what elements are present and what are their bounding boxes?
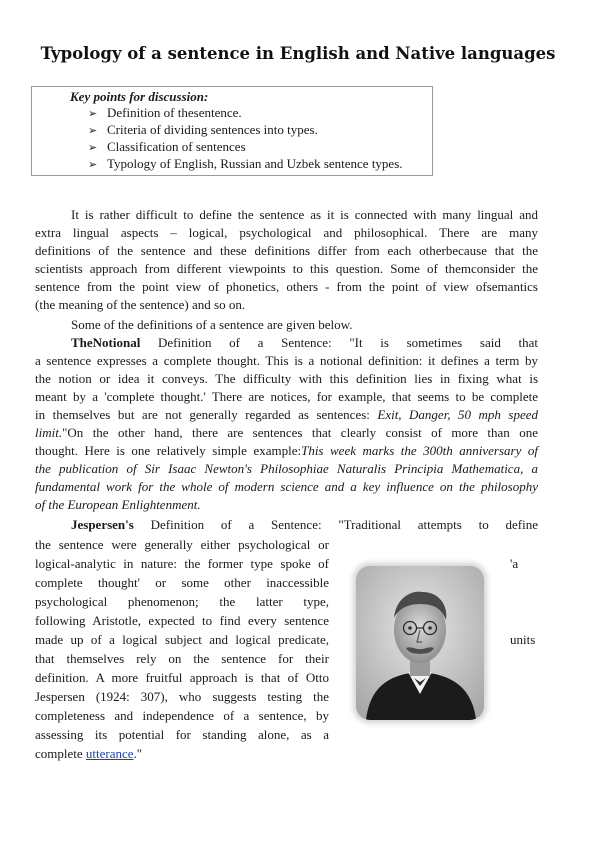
paragraph-4-line: the sentence were generally either psychological or: [35, 537, 329, 552]
paragraph-4-line: psychological phenomenon; the latter type,: [35, 594, 329, 609]
paragraph-4-line: logical-analytic in nature: the former type spoke of: [35, 556, 329, 571]
paragraph-3-line: fundamental work for the whole of modern science and a key influence on the philosophy: [35, 479, 538, 494]
paragraph-3-line: a sentence expresses a complete thought. This is a notional definition: it defines a term by: [35, 353, 538, 368]
paragraph-1-line: It is rather difficult to define the sentence as it is connected with many lingual and: [71, 207, 538, 222]
paragraph-4-line: complete thought' or some other inaccessible: [35, 575, 329, 590]
arrow-bullet-icon: ➢: [88, 108, 98, 120]
paragraph-3-line: thought. Here is one relatively simple example:This week marks the 300th anniversary of: [35, 443, 538, 458]
paragraph-1-line: extra lingual aspects – logical, psychological and philosophical. There are many: [35, 225, 538, 240]
paragraph-2: Some of the definitions of a sentence are given below.: [71, 317, 353, 332]
paragraph-4-line: that themselves rely on the sentence for their: [35, 651, 329, 666]
arrow-bullet-icon: ➢: [88, 125, 98, 137]
paragraph-4-line: complete utterance.": [35, 746, 143, 761]
paragraph-4-line: following Aristotle, expected to find every sentence: [35, 613, 329, 628]
paragraph-4-line: completeness and independence of a sentence, by: [35, 708, 329, 723]
key-points-list: [88, 105, 403, 173]
page-title: Typology of a sentence in English and Native languages: [40, 44, 556, 63]
paragraph-4-line: definition. A more fruitful approach is that of Otto: [35, 670, 329, 685]
paragraph-3-line: the notion or idea it conveys. The difficulty with this definition lies in fixing what is: [35, 371, 538, 386]
arrow-bullet-icon: ➢: [88, 142, 98, 154]
paragraph-3-line: in themselves but are not generally regarded as sentences: Exit, Danger, 50 mph speed: [35, 407, 538, 422]
paragraph-3-line: the publication of Sir Isaac Newton's Philosophiae Naturalis Principia Mathematica, a: [35, 461, 538, 476]
list-item: ➢ Classification of sentences: [88, 139, 246, 154]
paragraph-3-line: TheNotional Definition of a Sentence: "It is sometimes said that: [71, 335, 538, 350]
jespersen-portrait-photo: [356, 566, 484, 720]
paragraph-4-right-fragment: 'a: [510, 556, 519, 571]
paragraph-4-line: made up of a logical subject and logical predicate,: [35, 632, 329, 647]
paragraph-4-right-fragment: units: [510, 632, 536, 647]
paragraph-1-line: scientists approach from different viewpoints to this question. Some of themconsider the: [35, 261, 538, 276]
key-points-heading: Key points for discussion:: [70, 89, 209, 104]
arrow-bullet-icon: ➢: [88, 159, 98, 171]
paragraph-4-line: Jespersen's Definition of a Sentence: "Traditional attempts to define: [71, 517, 538, 532]
paragraph-1-line: (the meaning of the sentence) and so on.: [35, 297, 246, 312]
list-item: ➢ Typology of English, Russian and Uzbek sentence types.: [88, 156, 403, 171]
paragraph-3-line: meant by a 'complete thought.' There are notices, for example, that seems to be complete: [35, 389, 538, 404]
paragraph-3-line: of the European Enlightenment.: [35, 497, 201, 512]
utterance-link[interactable]: utterance: [85, 746, 134, 761]
paragraph-4-line: Jespersen (1924: 307), who suggests testing the: [35, 689, 329, 704]
paragraph-3-line: limit."On the other hand, there are sentences that clearly consist of more than one: [35, 425, 538, 440]
list-item: ➢ Criteria of dividing sentences into types.: [88, 122, 318, 137]
list-item: ➢ Definition of thesentence.: [88, 105, 242, 120]
paragraph-1-line: sentence from the point view of phonetics, others - from the point of view ofsemantics: [35, 279, 538, 294]
paragraph-4-line: assessing its potential for standing alone, as a: [35, 727, 329, 742]
paragraph-1-line: definitions of the sentence and these definitions differ from each otherbecause that the: [35, 243, 538, 258]
